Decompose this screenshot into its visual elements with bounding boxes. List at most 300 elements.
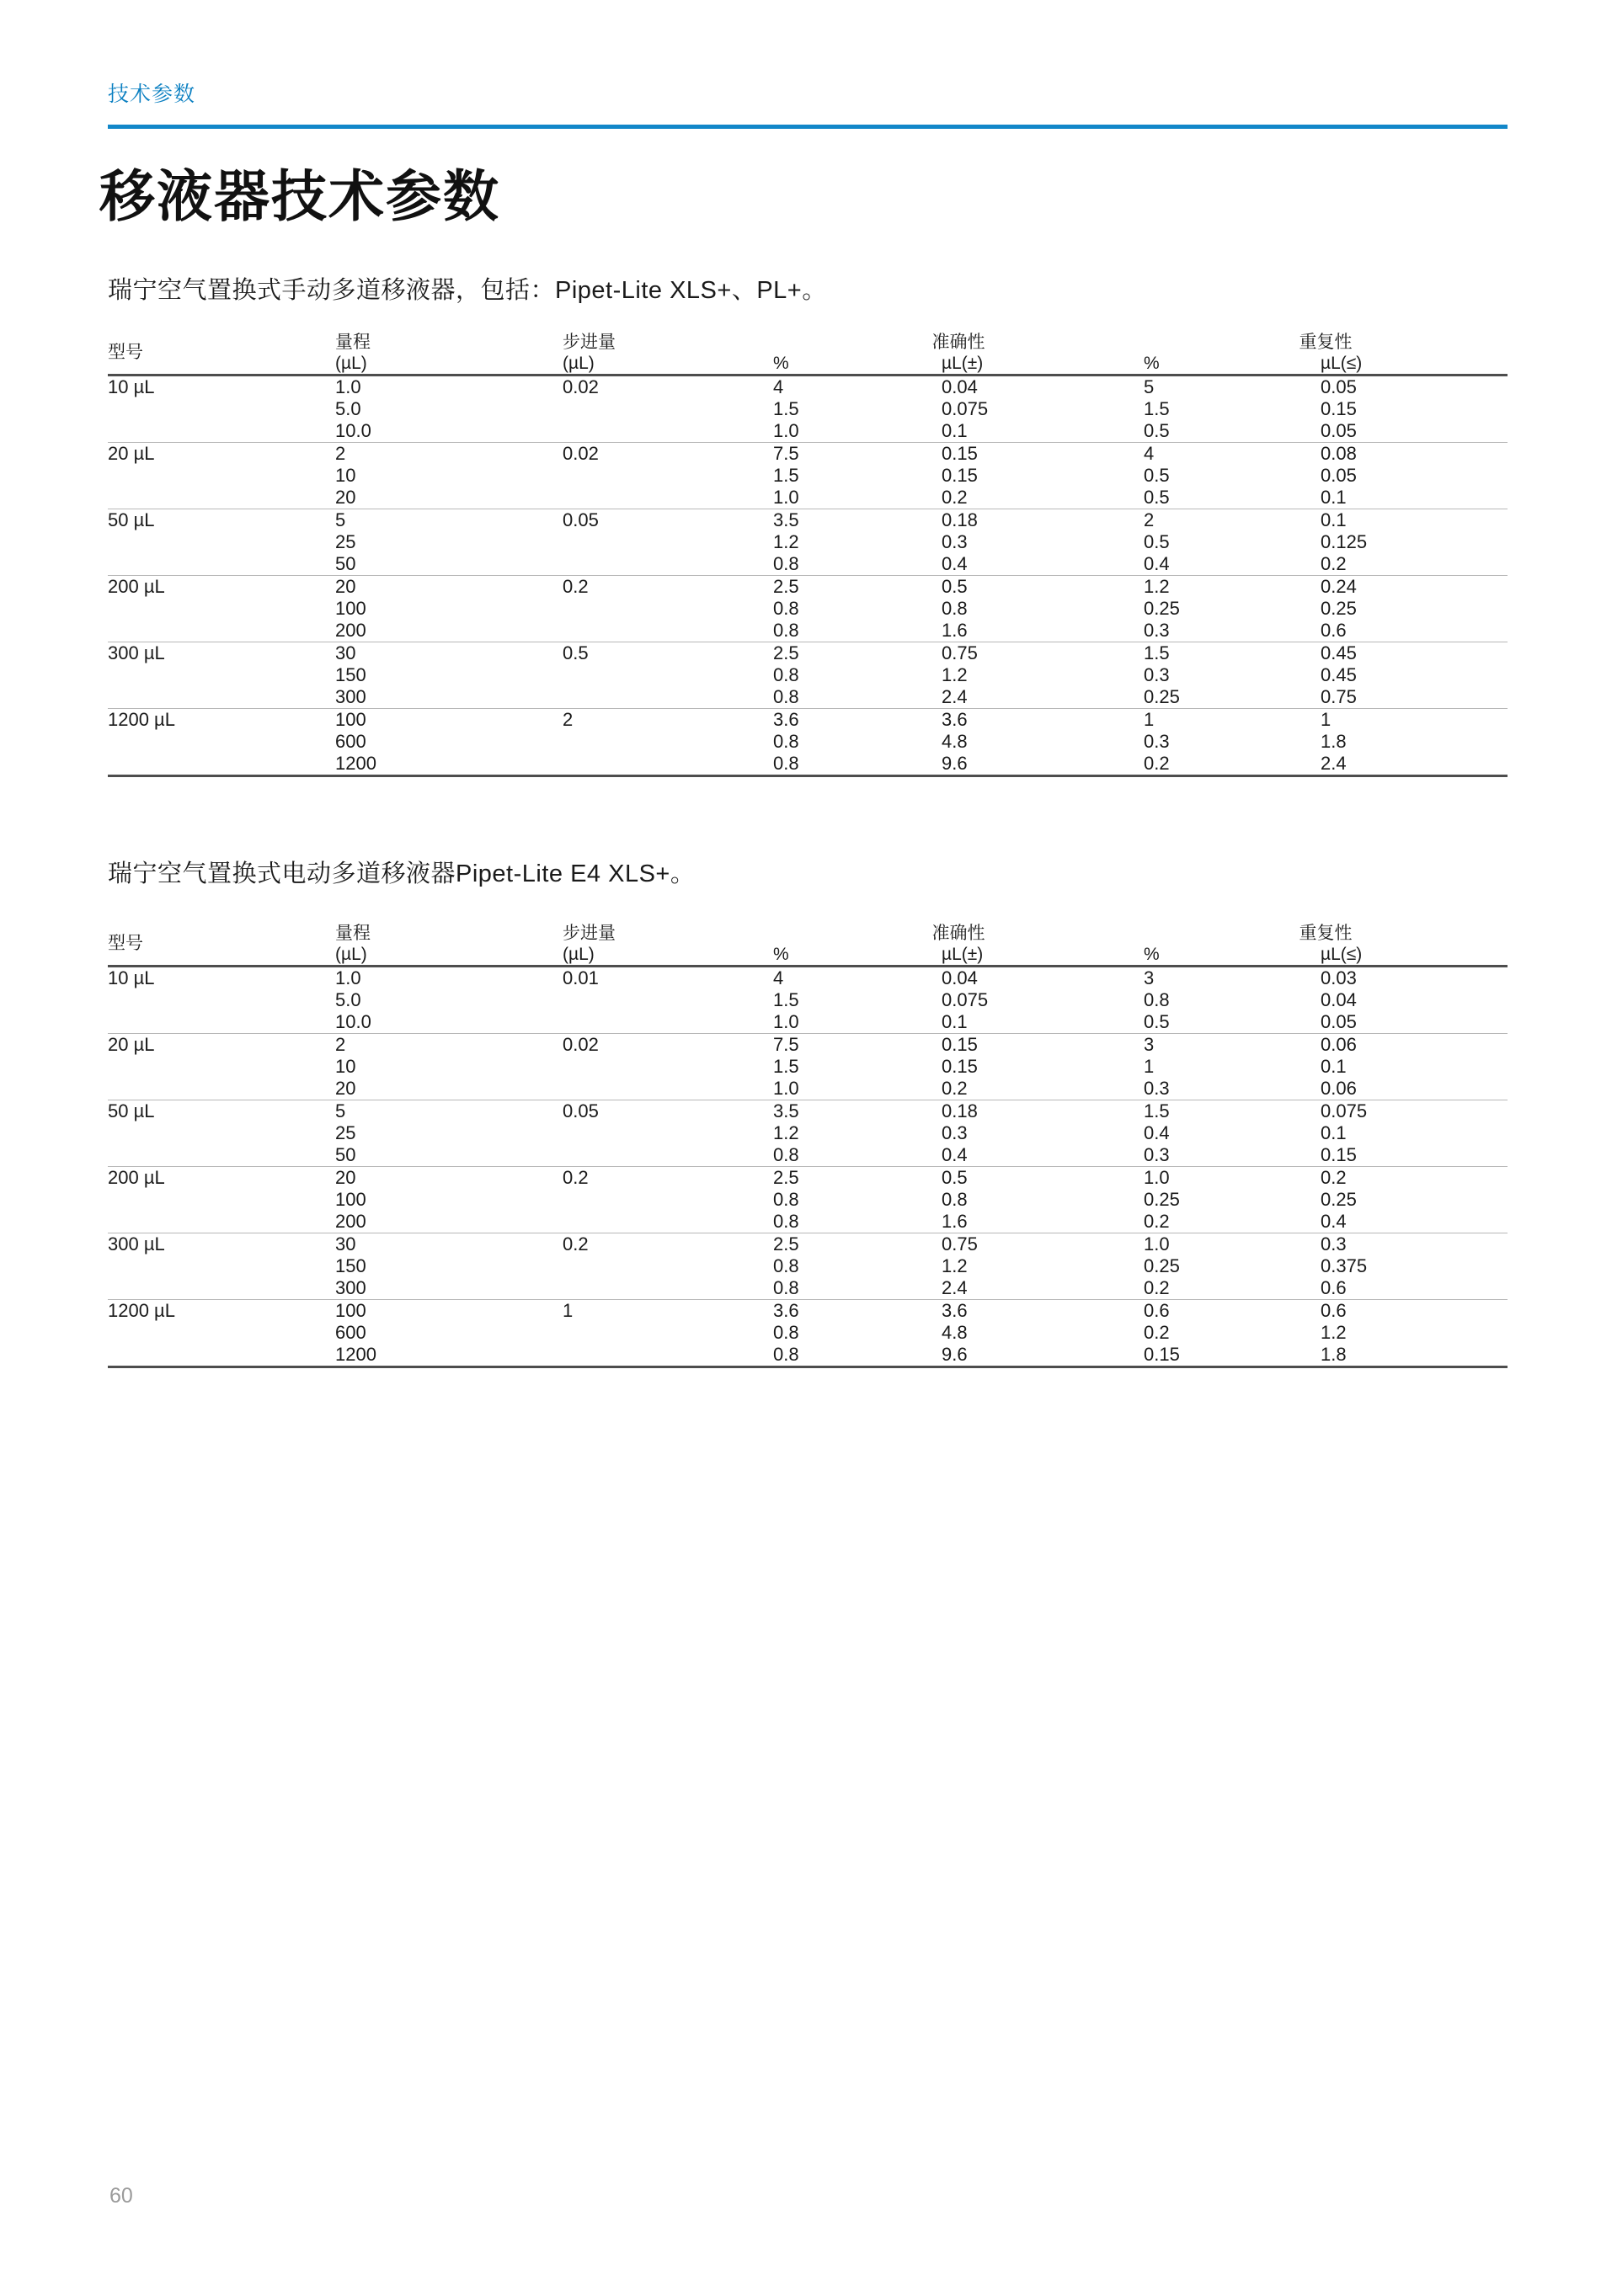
cell-accuracy-pct: 0.8 (773, 1211, 799, 1232)
cell-accuracy-pct: 3.6 (773, 709, 942, 732)
cell-increment (563, 1011, 773, 1034)
cell-increment: 0.02 (563, 1034, 773, 1057)
page-content (108, 328, 1508, 1368)
cell-repeatability-pct: 0.4 (1144, 1122, 1170, 1143)
header-repeatability-pct: % (1144, 354, 1160, 373)
cell-volume: 30 (335, 1233, 563, 1256)
cell-increment (563, 989, 773, 1011)
section-1-subtitle: 瑞宁空气置换式手动多道移液器，包括：Pipet-Lite XLS+、PL+。 (108, 277, 827, 304)
cell-accuracy-ul: 0.3 (942, 1122, 968, 1143)
cell-accuracy-ul: 3.6 (942, 1300, 1144, 1323)
cell-accuracy-pct: 2.5 (773, 576, 942, 599)
cell-accuracy-pct: 7.5 (773, 443, 942, 466)
cell-volume: 20 (335, 1167, 563, 1190)
cell-repeatability-pct: 0.3 (1144, 1144, 1170, 1165)
cell-accuracy-pct: 1.5 (773, 989, 799, 1010)
header-divider (108, 125, 1508, 129)
cell-model (108, 731, 335, 753)
cell-volume: 25 (335, 1122, 356, 1143)
table-head (108, 919, 1508, 967)
cell-repeatability-ul: 0.4 (1321, 1211, 1347, 1232)
cell-accuracy-ul: 9.6 (942, 753, 1144, 776)
cell-accuracy-pct: 0.8 (773, 1322, 799, 1343)
cell-repeatability-ul: 0.075 (1321, 1100, 1508, 1123)
cell-accuracy-ul: 0.8 (942, 598, 968, 619)
cell-accuracy-pct: 0.8 (773, 753, 942, 776)
table-row (108, 598, 1508, 620)
cell-increment (563, 1144, 773, 1167)
cell-accuracy-pct: 3.5 (773, 1100, 942, 1123)
cell-model: 50 µL (108, 1100, 335, 1123)
cell-accuracy-pct: 0.8 (773, 1189, 799, 1210)
cell-accuracy-ul: 2.4 (942, 686, 968, 707)
cell-volume: 100 (335, 598, 366, 619)
header-repeatability-group: 重复性 (1299, 333, 1353, 352)
table-row (108, 420, 1508, 443)
cell-repeatability-ul: 0.15 (1321, 1144, 1357, 1165)
cell-repeatability-pct: 0.25 (1144, 1255, 1180, 1276)
cell-repeatability-ul: 0.1 (1321, 487, 1347, 508)
table-row (108, 1078, 1508, 1100)
cell-repeatability-ul: 1.8 (1321, 1344, 1508, 1367)
table-row (108, 1322, 1508, 1344)
cell-repeatability-ul: 0.05 (1321, 376, 1508, 399)
cell-model (108, 1322, 335, 1344)
cell-accuracy-pct: 0.8 (773, 620, 799, 641)
cell-increment (563, 664, 773, 686)
cell-volume: 1.0 (335, 376, 563, 399)
cell-volume: 100 (335, 709, 563, 732)
cell-repeatability-ul: 0.1 (1321, 1056, 1347, 1077)
cell-increment: 0.5 (563, 642, 773, 665)
cell-repeatability-pct: 0.5 (1144, 487, 1170, 508)
cell-repeatability-ul: 0.2 (1321, 1167, 1508, 1190)
cell-repeatability-ul: 0.24 (1321, 576, 1508, 599)
cell-model: 300 µL (108, 1233, 335, 1256)
cell-accuracy-pct: 1.5 (773, 465, 799, 486)
cell-repeatability-pct: 0.25 (1144, 686, 1180, 707)
cell-repeatability-pct: 1.0 (1144, 1233, 1321, 1256)
cell-volume: 10 (335, 465, 356, 486)
cell-repeatability-ul: 0.1 (1321, 509, 1508, 532)
cell-accuracy-pct: 1.2 (773, 1122, 799, 1143)
cell-repeatability-ul: 0.375 (1321, 1255, 1368, 1276)
cell-accuracy-ul: 0.4 (942, 553, 968, 574)
cell-repeatability-pct: 0.2 (1144, 1211, 1170, 1232)
cell-repeatability-pct: 0.2 (1144, 1322, 1170, 1343)
cell-model: 10 µL (108, 376, 335, 399)
cell-model: 1200 µL (108, 1300, 335, 1323)
cell-accuracy-ul: 0.75 (942, 1233, 1144, 1256)
cell-repeatability-pct: 0.25 (1144, 1189, 1180, 1210)
cell-accuracy-ul: 1.2 (942, 1255, 968, 1276)
cell-increment: 0.02 (563, 443, 773, 466)
cell-accuracy-ul: 2.4 (942, 1277, 968, 1298)
cell-accuracy-ul: 4.8 (942, 731, 968, 752)
cell-increment (563, 420, 773, 443)
cell-repeatability-pct: 1.0 (1144, 1167, 1321, 1190)
table-row (108, 731, 1508, 753)
cell-repeatability-pct: 1.5 (1144, 1100, 1321, 1123)
cell-repeatability-pct: 5 (1144, 376, 1321, 399)
cell-model: 10 µL (108, 967, 335, 990)
cell-volume: 1200 (335, 1344, 563, 1367)
cell-increment (563, 1277, 773, 1300)
cell-increment (563, 731, 773, 753)
cell-accuracy-pct: 0.8 (773, 664, 799, 685)
cell-increment (563, 1255, 773, 1277)
cell-repeatability-pct: 0.3 (1144, 731, 1170, 752)
cell-volume: 1200 (335, 753, 563, 776)
cell-repeatability-ul: 1 (1321, 709, 1508, 732)
cell-repeatability-pct: 1.5 (1144, 398, 1170, 419)
table-head (108, 328, 1508, 376)
cell-volume: 10.0 (335, 1011, 371, 1032)
cell-accuracy-ul: 0.075 (942, 398, 989, 419)
cell-repeatability-ul: 0.125 (1321, 531, 1368, 552)
cell-model (108, 465, 335, 487)
table-row (108, 376, 1508, 399)
header-repeatability-group: 重复性 (1299, 924, 1353, 943)
table-row (108, 1233, 1508, 1256)
cell-repeatability-ul: 0.6 (1321, 1277, 1347, 1298)
cell-accuracy-pct: 1.5 (773, 398, 799, 419)
cell-volume: 20 (335, 576, 563, 599)
cell-volume: 10 (335, 1056, 356, 1077)
cell-accuracy-pct: 2.5 (773, 642, 942, 665)
cell-repeatability-pct: 0.5 (1144, 420, 1170, 441)
cell-volume: 150 (335, 1255, 366, 1276)
cell-increment (563, 620, 773, 642)
cell-accuracy-pct: 0.8 (773, 553, 799, 574)
header-increment: 步进量 (563, 333, 616, 352)
cell-repeatability-pct: 3 (1144, 967, 1321, 990)
cell-accuracy-ul: 0.15 (942, 465, 978, 486)
cell-accuracy-pct: 3.6 (773, 1300, 942, 1323)
cell-volume: 200 (335, 1211, 366, 1232)
cell-model (108, 1144, 335, 1167)
table-row (108, 509, 1508, 532)
cell-increment (563, 1189, 773, 1211)
header-increment-unit: (µL) (563, 354, 595, 373)
cell-repeatability-pct: 0.2 (1144, 1277, 1170, 1298)
cell-accuracy-ul: 0.3 (942, 531, 968, 552)
cell-volume: 20 (335, 1078, 356, 1099)
cell-accuracy-ul: 0.5 (942, 1167, 1144, 1190)
cell-increment: 0.2 (563, 576, 773, 599)
cell-accuracy-pct: 1.0 (773, 487, 799, 508)
cell-increment: 0.2 (563, 1233, 773, 1256)
cell-repeatability-pct: 0.25 (1144, 598, 1180, 619)
cell-repeatability-ul: 0.05 (1321, 420, 1357, 441)
cell-accuracy-ul: 0.8 (942, 1189, 968, 1210)
cell-repeatability-ul: 0.06 (1321, 1034, 1508, 1057)
cell-accuracy-pct: 0.8 (773, 1144, 799, 1165)
cell-volume: 20 (335, 487, 356, 508)
cell-accuracy-ul: 0.2 (942, 1078, 968, 1099)
table-row (108, 1122, 1508, 1144)
header-increment-unit: (µL) (563, 945, 595, 964)
header-repeatability-pct: % (1144, 945, 1160, 964)
cell-model (108, 664, 335, 686)
cell-model (108, 553, 335, 576)
table-row (108, 531, 1508, 553)
table-row (108, 1300, 1508, 1323)
cell-repeatability-pct: 3 (1144, 1034, 1321, 1057)
cell-accuracy-ul: 9.6 (942, 1344, 1144, 1367)
cell-volume: 600 (335, 731, 366, 752)
table-row (108, 642, 1508, 665)
cell-repeatability-pct: 1 (1144, 709, 1321, 732)
header-volume-unit: (µL) (335, 354, 367, 373)
cell-repeatability-ul: 0.04 (1321, 989, 1357, 1010)
cell-accuracy-ul: 0.5 (942, 576, 1144, 599)
cell-repeatability-pct: 0.8 (1144, 989, 1170, 1010)
cell-model (108, 487, 335, 509)
cell-accuracy-pct: 2.5 (773, 1167, 942, 1190)
cell-repeatability-ul: 1.2 (1321, 1322, 1347, 1343)
cell-accuracy-pct: 4 (773, 967, 942, 990)
cell-accuracy-ul: 0.18 (942, 1100, 1144, 1123)
table-row (108, 1034, 1508, 1057)
cell-accuracy-ul: 0.15 (942, 1034, 1144, 1057)
cell-model (108, 531, 335, 553)
table-header-row-top (108, 919, 1508, 945)
cell-accuracy-ul: 3.6 (942, 709, 1144, 732)
header-volume: 量程 (335, 333, 371, 352)
cell-repeatability-ul: 0.05 (1321, 1011, 1357, 1032)
cell-accuracy-pct: 3.5 (773, 509, 942, 532)
cell-increment (563, 398, 773, 420)
cell-repeatability-ul: 2.4 (1321, 753, 1508, 776)
cell-accuracy-ul: 1.2 (942, 664, 968, 685)
table-header-row-top (108, 328, 1508, 354)
cell-increment (563, 1078, 773, 1100)
cell-repeatability-ul: 0.75 (1321, 686, 1357, 707)
cell-repeatability-ul: 0.25 (1321, 1189, 1357, 1210)
cell-repeatability-pct: 2 (1144, 509, 1321, 532)
cell-repeatability-pct: 0.15 (1144, 1344, 1321, 1367)
cell-accuracy-ul: 0.1 (942, 420, 968, 441)
header-accuracy-pct: % (773, 945, 789, 964)
section-eyebrow: 技术参数 (108, 83, 196, 106)
cell-increment: 0.2 (563, 1167, 773, 1190)
cell-accuracy-ul: 1.6 (942, 1211, 968, 1232)
header-accuracy-ul: µL(±) (942, 945, 984, 964)
cell-volume: 50 (335, 1144, 356, 1165)
cell-volume: 100 (335, 1189, 366, 1210)
cell-repeatability-pct: 0.4 (1144, 553, 1170, 574)
cell-repeatability-pct: 0.3 (1144, 1078, 1170, 1099)
cell-model: 50 µL (108, 509, 335, 532)
cell-repeatability-ul: 0.15 (1321, 398, 1357, 419)
header-repeatability-ul: µL(≤) (1321, 354, 1363, 373)
cell-accuracy-ul: 0.15 (942, 443, 1144, 466)
cell-model (108, 1122, 335, 1144)
cell-accuracy-ul: 0.4 (942, 1144, 968, 1165)
cell-repeatability-pct: 0.2 (1144, 753, 1321, 776)
section-2-subtitle: 瑞宁空气置换式电动多道移液器Pipet-Lite E4 XLS+。 (108, 860, 696, 887)
cell-repeatability-ul: 0.6 (1321, 620, 1347, 641)
cell-repeatability-pct: 0.5 (1144, 465, 1170, 486)
cell-volume: 200 (335, 620, 366, 641)
header-model: 型号 (108, 343, 143, 362)
cell-model (108, 1277, 335, 1300)
cell-model (108, 1211, 335, 1233)
cell-repeatability-ul: 0.6 (1321, 1300, 1508, 1323)
header-accuracy-pct: % (773, 354, 789, 373)
cell-repeatability-ul: 0.3 (1321, 1233, 1508, 1256)
cell-accuracy-pct: 0.8 (773, 1344, 942, 1367)
table-row (108, 1211, 1508, 1233)
cell-accuracy-ul: 0.2 (942, 487, 968, 508)
cell-accuracy-ul: 0.1 (942, 1011, 968, 1032)
header-accuracy-group: 准确性 (931, 333, 985, 352)
cell-increment (563, 531, 773, 553)
table-row (108, 989, 1508, 1011)
cell-repeatability-pct: 0.5 (1144, 1011, 1170, 1032)
header-model: 型号 (108, 934, 143, 953)
cell-repeatability-pct: 0.6 (1144, 1300, 1321, 1323)
cell-model: 300 µL (108, 642, 335, 665)
cell-repeatability-ul: 0.45 (1321, 664, 1357, 685)
table-row (108, 1056, 1508, 1078)
cell-accuracy-ul: 0.04 (942, 376, 1144, 399)
cell-increment (563, 753, 773, 776)
table-row (108, 1277, 1508, 1300)
cell-model (108, 1011, 335, 1034)
cell-repeatability-pct: 0.5 (1144, 531, 1170, 552)
cell-volume: 300 (335, 1277, 366, 1298)
cell-volume: 600 (335, 1322, 366, 1343)
cell-volume: 1.0 (335, 967, 563, 990)
cell-increment: 2 (563, 709, 773, 732)
cell-repeatability-ul: 0.08 (1321, 443, 1508, 466)
cell-accuracy-ul: 0.75 (942, 642, 1144, 665)
cell-increment (563, 1056, 773, 1078)
cell-repeatability-ul: 0.2 (1321, 553, 1347, 574)
table-row (108, 1144, 1508, 1167)
table-row (108, 576, 1508, 599)
cell-accuracy-pct: 1.5 (773, 1056, 799, 1077)
cell-volume: 50 (335, 553, 356, 574)
cell-volume: 150 (335, 664, 366, 685)
page-number: 60 (109, 2184, 133, 2208)
cell-volume: 10.0 (335, 420, 371, 441)
cell-increment (563, 1122, 773, 1144)
cell-model (108, 1056, 335, 1078)
cell-volume: 5 (335, 509, 563, 532)
table-row (108, 709, 1508, 732)
table-row (108, 1100, 1508, 1123)
cell-model (108, 1255, 335, 1277)
cell-volume: 25 (335, 531, 356, 552)
cell-accuracy-ul: 4.8 (942, 1322, 968, 1343)
cell-accuracy-ul: 0.04 (942, 967, 1144, 990)
cell-repeatability-ul: 0.06 (1321, 1078, 1357, 1099)
cell-model: 20 µL (108, 443, 335, 466)
cell-model: 20 µL (108, 1034, 335, 1057)
cell-volume: 5 (335, 1100, 563, 1123)
cell-repeatability-pct: 0.3 (1144, 664, 1170, 685)
cell-model (108, 686, 335, 709)
cell-volume: 5.0 (335, 989, 361, 1010)
table-row (108, 487, 1508, 509)
cell-increment (563, 1344, 773, 1367)
header-accuracy-ul: µL(±) (942, 354, 984, 373)
cell-increment (563, 598, 773, 620)
cell-increment (563, 487, 773, 509)
cell-increment: 0.05 (563, 509, 773, 532)
spec-table-electronic (108, 919, 1508, 1368)
table-row (108, 1011, 1508, 1034)
cell-volume: 5.0 (335, 398, 361, 419)
cell-repeatability-ul: 0.45 (1321, 642, 1508, 665)
table-row (108, 553, 1508, 576)
cell-accuracy-ul: 0.18 (942, 509, 1144, 532)
cell-accuracy-pct: 4 (773, 376, 942, 399)
table-row (108, 1189, 1508, 1211)
spec-table-manual (108, 328, 1508, 777)
cell-accuracy-pct: 7.5 (773, 1034, 942, 1057)
cell-repeatability-ul: 1.8 (1321, 731, 1347, 752)
cell-accuracy-pct: 1.0 (773, 1011, 799, 1032)
cell-model (108, 620, 335, 642)
table-row (108, 1255, 1508, 1277)
cell-accuracy-ul: 0.075 (942, 989, 989, 1010)
table-row (108, 967, 1508, 990)
header-volume-unit: (µL) (335, 945, 367, 964)
cell-repeatability-ul: 0.25 (1321, 598, 1357, 619)
cell-volume: 2 (335, 443, 563, 466)
cell-increment (563, 1211, 773, 1233)
table-row (108, 465, 1508, 487)
cell-repeatability-ul: 0.1 (1321, 1122, 1347, 1143)
cell-model: 200 µL (108, 576, 335, 599)
cell-increment (563, 686, 773, 709)
cell-volume: 100 (335, 1300, 563, 1323)
cell-repeatability-pct: 1 (1144, 1056, 1155, 1077)
table-row (108, 686, 1508, 709)
cell-accuracy-pct: 1.0 (773, 1078, 799, 1099)
table-row (108, 620, 1508, 642)
cell-volume: 300 (335, 686, 366, 707)
cell-volume: 30 (335, 642, 563, 665)
table-body (108, 967, 1508, 1367)
cell-accuracy-ul: 1.6 (942, 620, 968, 641)
cell-repeatability-pct: 1.5 (1144, 642, 1321, 665)
cell-accuracy-pct: 1.2 (773, 531, 799, 552)
cell-model (108, 598, 335, 620)
table-row (108, 398, 1508, 420)
cell-increment: 1 (563, 1300, 773, 1323)
cell-increment: 0.02 (563, 376, 773, 399)
cell-accuracy-pct: 0.8 (773, 1277, 799, 1298)
header-accuracy-group: 准确性 (931, 924, 985, 943)
cell-model: 200 µL (108, 1167, 335, 1190)
cell-accuracy-ul: 0.15 (942, 1056, 978, 1077)
cell-increment (563, 1322, 773, 1344)
header-repeatability-ul: µL(≤) (1321, 945, 1363, 964)
cell-repeatability-pct: 0.3 (1144, 620, 1170, 641)
cell-accuracy-pct: 0.8 (773, 598, 799, 619)
cell-model (108, 989, 335, 1011)
page-title: 移液器技术参数 (99, 165, 500, 227)
header-increment: 步进量 (563, 924, 616, 943)
cell-accuracy-pct: 0.8 (773, 686, 799, 707)
table-body (108, 376, 1508, 776)
cell-increment (563, 465, 773, 487)
